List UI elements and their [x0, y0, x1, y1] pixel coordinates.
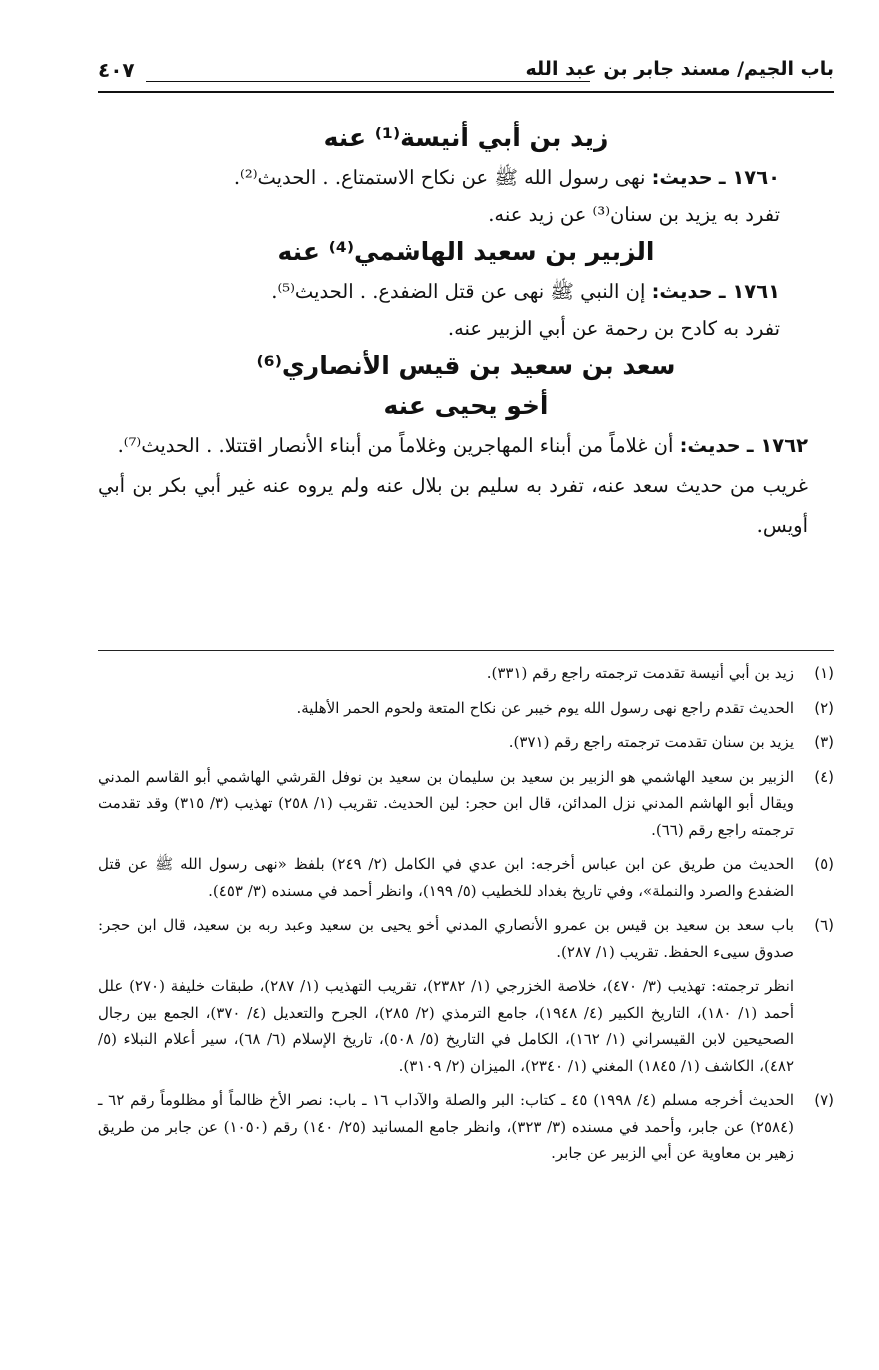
footnote-text: يزيد بن سنان تقدمت ترجمته راجع رقم (٣٧١). — [508, 733, 794, 751]
footnote-number: (١) — [814, 664, 834, 682]
hadith-text: نهى رسول الله ﷺ عن نكاح الاستمتاع. . الحديث⁽²⁾. — [233, 166, 646, 189]
hadith-number: ١٧٦٠ ـ — [718, 166, 780, 189]
header-divider — [98, 91, 834, 93]
footnote-continuation: انظر ترجمته: تهذيب (٣/ ٤٧٠)، خلاصة الخزرجي (١/ ٢٣٨٢)، تقريب التهذيب (١/ ٢٨٧)، طبقات خليفة (٢٧٠) علل أحمد (١/ ١٨٠)، التاريخ الكبير (٤/ ١٩٤٨)، جامع الترمذي (٢/ ٢٨٥)، الجرح والتعديل (٤/ ٣٧٠)، الجمع بين رجال الصحيحين لابن القيسراني (١/ ١٦٢)، الكامل في التاريخ (٥/ ٥٠٨)، تاريخ الإسلام (٦/ ٦٨)، سير أعلام النبلاء (٥/ ٤٨٢)، الكاشف (١/ ١٨٤٥) المغني (١/ ٢٣٤٠)، الميزان (٢/ ٣١٠٩). — [98, 977, 795, 1075]
footnote — [98, 695, 834, 722]
header-title: باب الجيم/ مسند جابر بن عبد الله — [525, 58, 834, 80]
section-heading: سعد بن سعيد بن قيس الأنصاري⁽⁶⁾ — [256, 351, 676, 380]
footnote — [98, 912, 834, 965]
section-heading: الزبير بن سعيد الهاشمي⁽⁴⁾ عنه — [277, 237, 655, 266]
footnote — [98, 764, 834, 844]
footnote-number: (٧) — [814, 1091, 834, 1109]
hadith-number: ١٧٦١ ـ — [718, 280, 780, 303]
hadith-note: غريب من حديث سعد عنه، تفرد به سليم بن بلال عنه ولم يروه عنه غير أبي بكر بن أبي أويس. — [98, 474, 808, 537]
footnote-number: (٢) — [814, 698, 834, 717]
hadith-label: حديث: — [679, 434, 741, 457]
hadith-text: أن غلاماً من أبناء المهاجرين وغلاماً من أبناء الأنصار اقتتلا. . الحديث⁽⁷⁾. — [117, 434, 674, 457]
page-number: ٤٠٧ — [98, 58, 135, 82]
section-heading: زيد بن أبي أنيسة⁽¹⁾ عنه — [323, 123, 609, 152]
footnote-text: الحديث أخرجه مسلم (٤/ ١٩٩٨) ٤٥ ـ كتاب: البر والصلة والآداب ١٦ ـ باب: نصر الأخ ظالماً أو مظلوماً رقم ٦٢ ـ (٢٥٨٤) عن جابر، وأحمد في مسنده (٣/ ٣٢٣)، وانظر جامع المسانيد (٢٥/ ١٤٠) رقم (١٠٥٠) عن جابر من طريق زهير بن معاوية عن أبي الزبير عن جابر. — [98, 1091, 795, 1162]
footnote-divider — [98, 650, 834, 651]
hadith-number: ١٧٦٢ ـ — [746, 434, 808, 457]
hadith-note: تفرد به يزيد بن سنان⁽³⁾ عن زيد عنه. — [488, 203, 780, 226]
footnote-number: (٥) — [814, 855, 834, 873]
footnote-number: (٤) — [814, 767, 834, 786]
footnote — [98, 1087, 834, 1167]
footnote-number: (٣) — [814, 733, 834, 751]
hadith-entry — [98, 158, 834, 198]
footnote-text: باب سعد بن سعيد بن قيس بن عمرو الأنصاري المدني أخو يحيى بن سعيد وعبد ربه بن سعيد، قال ابن حجر: صدوق سيىء الحفظ. تقريب (١/ ٢٨٧). — [98, 916, 794, 961]
header-rule — [146, 81, 590, 82]
footnote — [98, 729, 834, 756]
hadith-entry — [98, 426, 834, 466]
footnote-text: الزبير بن سعيد الهاشمي هو الزبير بن سعيد بن سليمان بن سعيد بن نوفل القرشي الهاشمي أبو القاسم المدني ويقال أبو الهاشم المدني نزل المدائن، قال ابن حجر: لين الحديث. تقريب (١/ ٢٥٨) تهذيب (٣/ ٣١٥) وقد تقدمت ترجمته راجع رقم (٦٦). — [98, 767, 794, 839]
footnote — [98, 851, 834, 904]
hadith-label: حديث: — [651, 280, 713, 303]
footnote-text: زيد بن أبي أنيسة تقدمت ترجمته راجع رقم (٣٣١). — [486, 664, 794, 682]
footnote-text: الحديث من طريق عن ابن عباس أخرجه: ابن عدي في الكامل (٢/ ٢٤٩) بلفظ «نهى رسول الله ﷺ عن قتل الضفدع والصرد والنملة»، وفي تاريخ بغداد للخطيب (٥/ ١٩٩)، وانظر أحمد في مسنده (٣/ ٤٥٣). — [98, 855, 794, 900]
hadith-label: حديث: — [651, 166, 713, 189]
footnotes — [98, 660, 834, 1175]
hadith-entry — [98, 272, 834, 312]
hadith-note: تفرد به كادح بن رحمة عن أبي الزبير عنه. — [447, 317, 780, 340]
section-subheading: أخو يحيى عنه — [383, 391, 549, 420]
footnote — [98, 660, 834, 687]
footnote-text: الحديث تقدم راجع نهى رسول الله يوم خيبر عن نكاح المتعة ولحوم الحمر الأهلية. — [296, 698, 794, 717]
main-text — [98, 118, 834, 546]
footnote-number: (٦) — [814, 916, 834, 934]
running-header — [98, 58, 834, 90]
hadith-text: إن النبي ﷺ نهى عن قتل الضفدع. . الحديث⁽⁵⁾. — [271, 280, 646, 303]
